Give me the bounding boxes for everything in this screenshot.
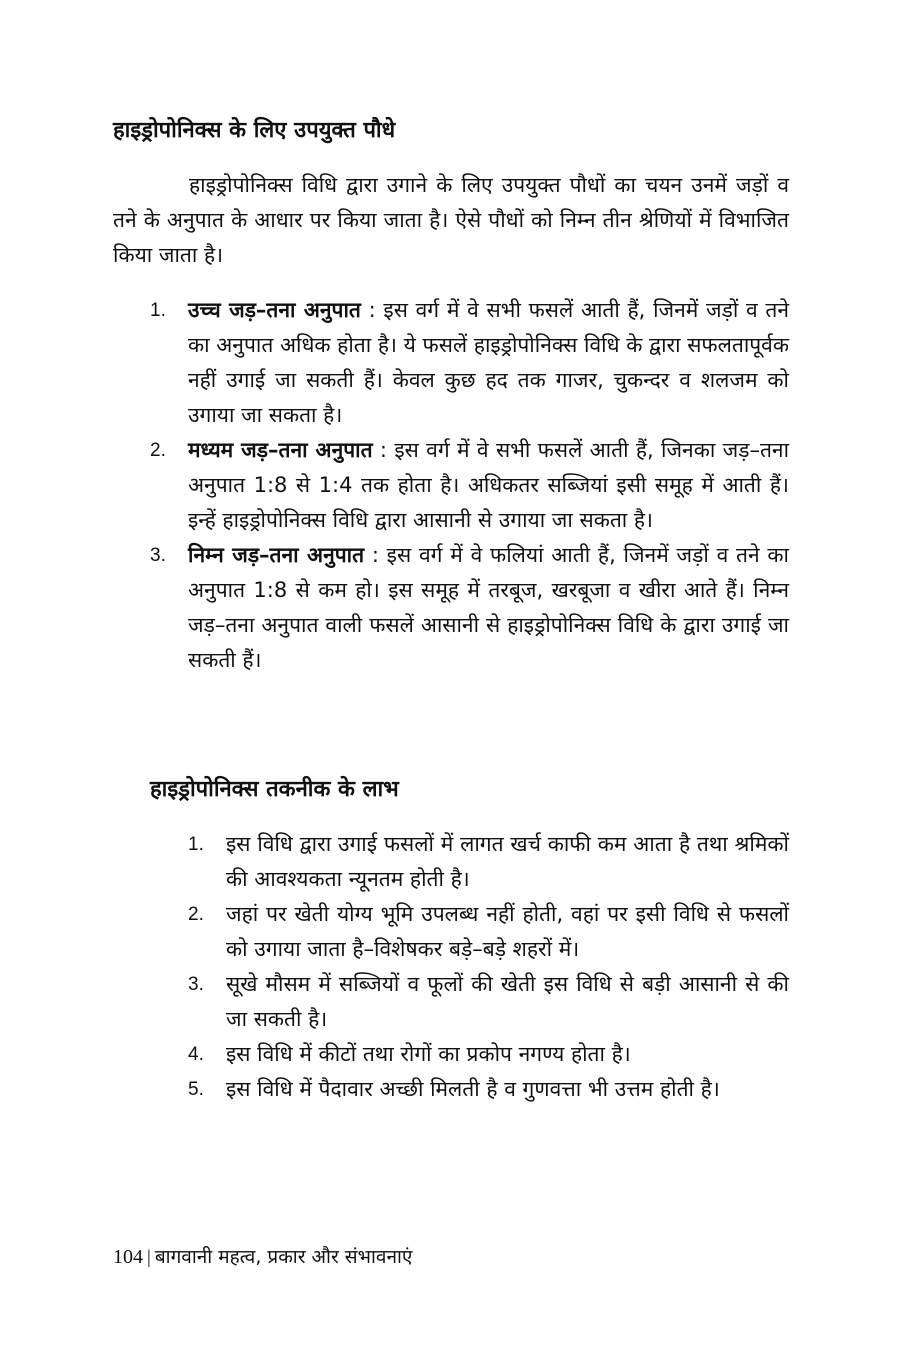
list-item-benefit xyxy=(188,827,789,897)
list-item-text: जहां पर खेती योग्य भूमि उपलब्ध नहीं होती, वहां पर इसी विधि से फसलों को उगाया जाता है–विशेषकर बड़े–बड़े शहरों में। xyxy=(226,902,789,961)
intro-paragraph-text: हाइड्रोपोनिक्स विधि द्वारा उगाने के लिए उपयुक्त पौधों का चयन उनमें जड़ों व तने के अनुपात के आधार पर किया जाता है। ऐसे पौधों को निम्न तीन श्रेणियों में विभाजित किया जाता है। xyxy=(113,173,789,267)
list-item-number: 2. xyxy=(188,904,204,925)
list-item-term: निम्न जड़–तना अनुपात xyxy=(188,543,365,567)
intro-paragraph xyxy=(113,168,789,273)
list-item-text: इस विधि में पैदावार अच्छी मिलती है व गुणवत्ता भी उत्तम होती है। xyxy=(226,1077,720,1101)
list-item-term: उच्च जड़–तना अनुपात xyxy=(188,298,361,322)
list-item-medium-ratio xyxy=(150,433,789,538)
list-item-number: 3. xyxy=(188,974,204,995)
list-item-term: मध्यम जड़–तना अनुपात xyxy=(188,438,373,462)
list-item-text: इस विधि द्वारा उगाई फसलों में लागत खर्च काफी कम आता है तथा श्रमिकों की आवश्यकता न्यूनतम होती है। xyxy=(226,832,789,891)
list-item-number: 4. xyxy=(188,1044,204,1065)
list-item-benefit xyxy=(188,967,789,1037)
list-item-number: 1. xyxy=(188,834,204,855)
list-item-text: इस विधि में कीटों तथा रोगों का प्रकोप नगण्य होता है। xyxy=(226,1042,631,1066)
footer-separator: | xyxy=(147,1247,151,1268)
page-number: 104 xyxy=(113,1246,143,1268)
list-item-text: सूखे मौसम में सब्जियों व फूलों की खेती इस विधि से बड़ी आसानी से की जा सकती है। xyxy=(226,972,789,1031)
list-item-low-ratio xyxy=(150,538,789,678)
section-heading-suitable-plants: हाइड्रोपोनिक्स के लिए उपयुक्त पौधे xyxy=(113,118,396,143)
list-item-text: : इस वर्ग में वे सभी फसलें आती हैं, जिनमें जड़ों व तने का अनुपात अधिक होता है। ये फसलें हाइड्रोपोनिक्स विधि के द्वारा सफलतापूर्वक नहीं उगाई जा सकती हैं। केवल कुछ हद तक गाजर, चुकन्दर व शलजम को उगाया जा सकता है। xyxy=(188,298,789,427)
list-item-number: 3. xyxy=(150,545,166,566)
benefits-list xyxy=(188,827,789,1107)
list-item-text: : इस वर्ग में वे फलियां आती हैं, जिनमें जड़ों व तने का अनुपात 1:8 से कम हो। इस समूह में तरबूज, खरबूजा व खीरा आते हैं। निम्न जड़–तना अनुपात वाली फसलें आसानी से हाइड्रोपोनिक्स विधि के द्वारा उगाई जा सकती हैं। xyxy=(188,543,789,672)
page-footer xyxy=(113,1243,412,1269)
list-item-benefit xyxy=(188,897,789,967)
book-title: बागवानी महत्व, प्रकार और संभावनाएं xyxy=(154,1246,413,1268)
list-item-number: 5. xyxy=(188,1079,204,1100)
ratio-categories-list xyxy=(150,293,789,678)
list-item-number: 1. xyxy=(150,300,166,321)
list-item-number: 2. xyxy=(150,440,166,461)
list-item-high-ratio xyxy=(150,293,789,433)
list-item-text: : इस वर्ग में वे सभी फसलें आती हैं, जिनका जड़–तना अनुपात 1:8 से 1:4 तक होता है। अधिकतर सब्जियां इसी समूह में आती हैं। इन्हें हाइड्रोपोनिक्स विधि द्वारा आसानी से उगाया जा सकता है। xyxy=(188,438,790,532)
list-item-benefit xyxy=(188,1037,789,1072)
list-item-benefit xyxy=(188,1072,789,1107)
section-heading-benefits: हाइड्रोपोनिक्स तकनीक के लाभ xyxy=(150,777,399,802)
